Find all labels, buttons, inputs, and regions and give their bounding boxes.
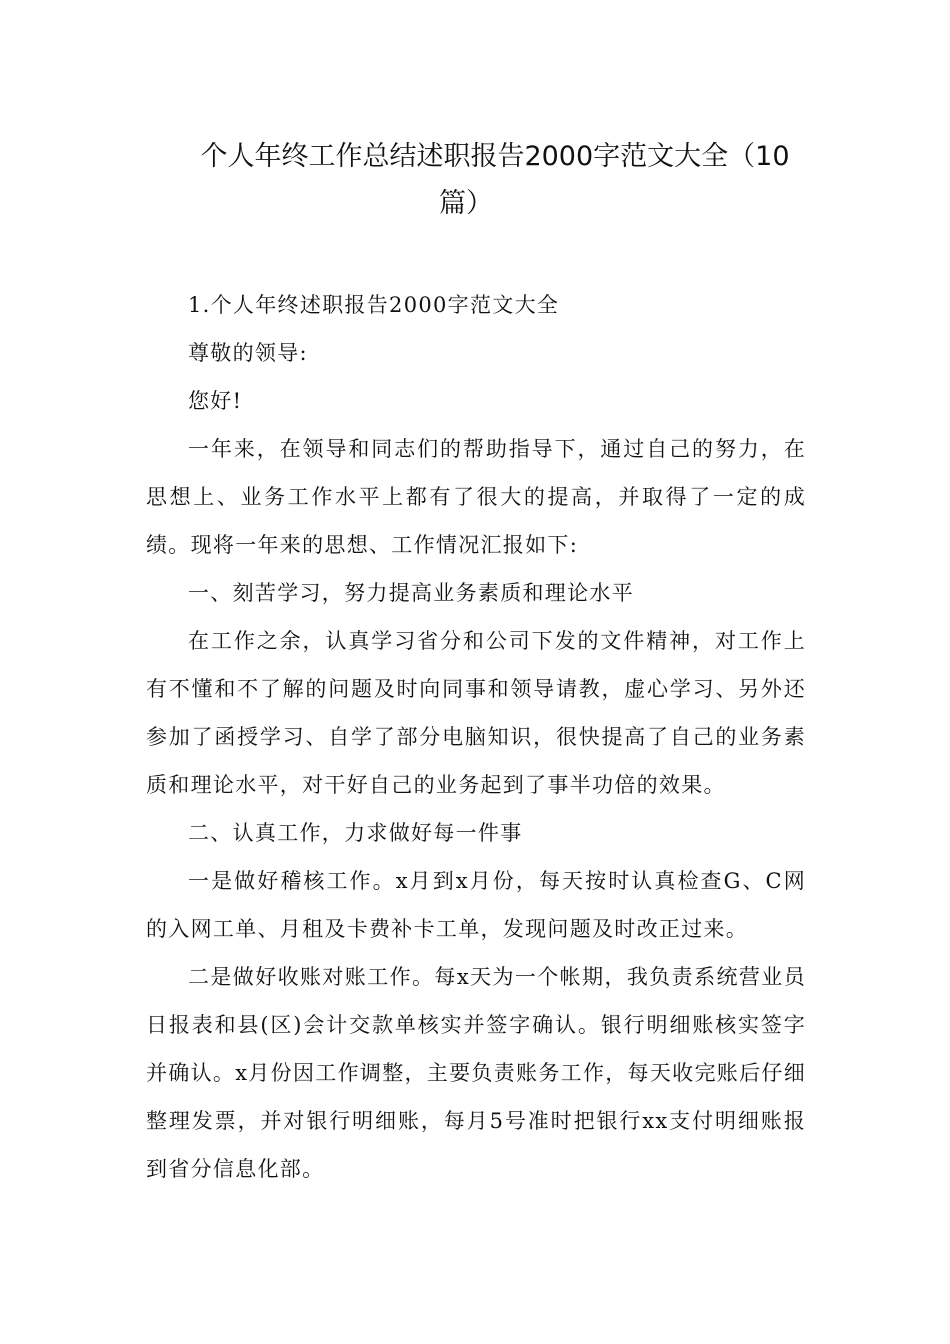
subsection-heading: 一、刻苦学习，努力提高业务素质和理论水平 [188,581,634,605]
salutation: 尊敬的领导: [188,341,308,365]
document-body [146,281,806,1193]
body-paragraph: 二是做好收账对账工作。每x天为一个帐期，我负责系统营业员日报表和县(区)会计交款单核实并签字确认。银行明细账核实签字并确认。x月份因工作调整，主要负责账务工作，每天收完账后仔细整理发票，并对银行明细账，每月5号准时把银行xx支付明细账报到省分信息化部。 [146,965,806,1181]
subsection-heading: 二、认真工作，力求做好每一件事 [188,821,523,845]
section-heading: 1.个人年终述职报告2000字范文大全 [188,293,560,317]
body-paragraph: 一是做好稽核工作。x月到x月份，每天按时认真检查G、C网的入网工单、月租及卡费补卡工单，发现问题及时改正过来。 [146,869,806,941]
body-paragraph: 在工作之余，认真学习省分和公司下发的文件精神，对工作上有不懂和不了解的问题及时向同事和领导请教，虚心学习、另外还参加了函授学习、自学了部分电脑知识，很快提高了自己的业务素质和理论水平，对干好自己的业务起到了事半功倍的效果。 [146,629,806,797]
body-paragraph: 一年来，在领导和同志们的帮助指导下，通过自己的努力，在思想上、业务工作水平上都有了很大的提高，并取得了一定的成绩。现将一年来的思想、工作情况汇报如下: [146,437,806,557]
document-title-line-1: 个人年终工作总结述职报告2000字范文大全（10 [200,141,790,172]
greeting: 您好! [188,389,243,413]
document-title-line-2: 篇） [439,188,493,219]
